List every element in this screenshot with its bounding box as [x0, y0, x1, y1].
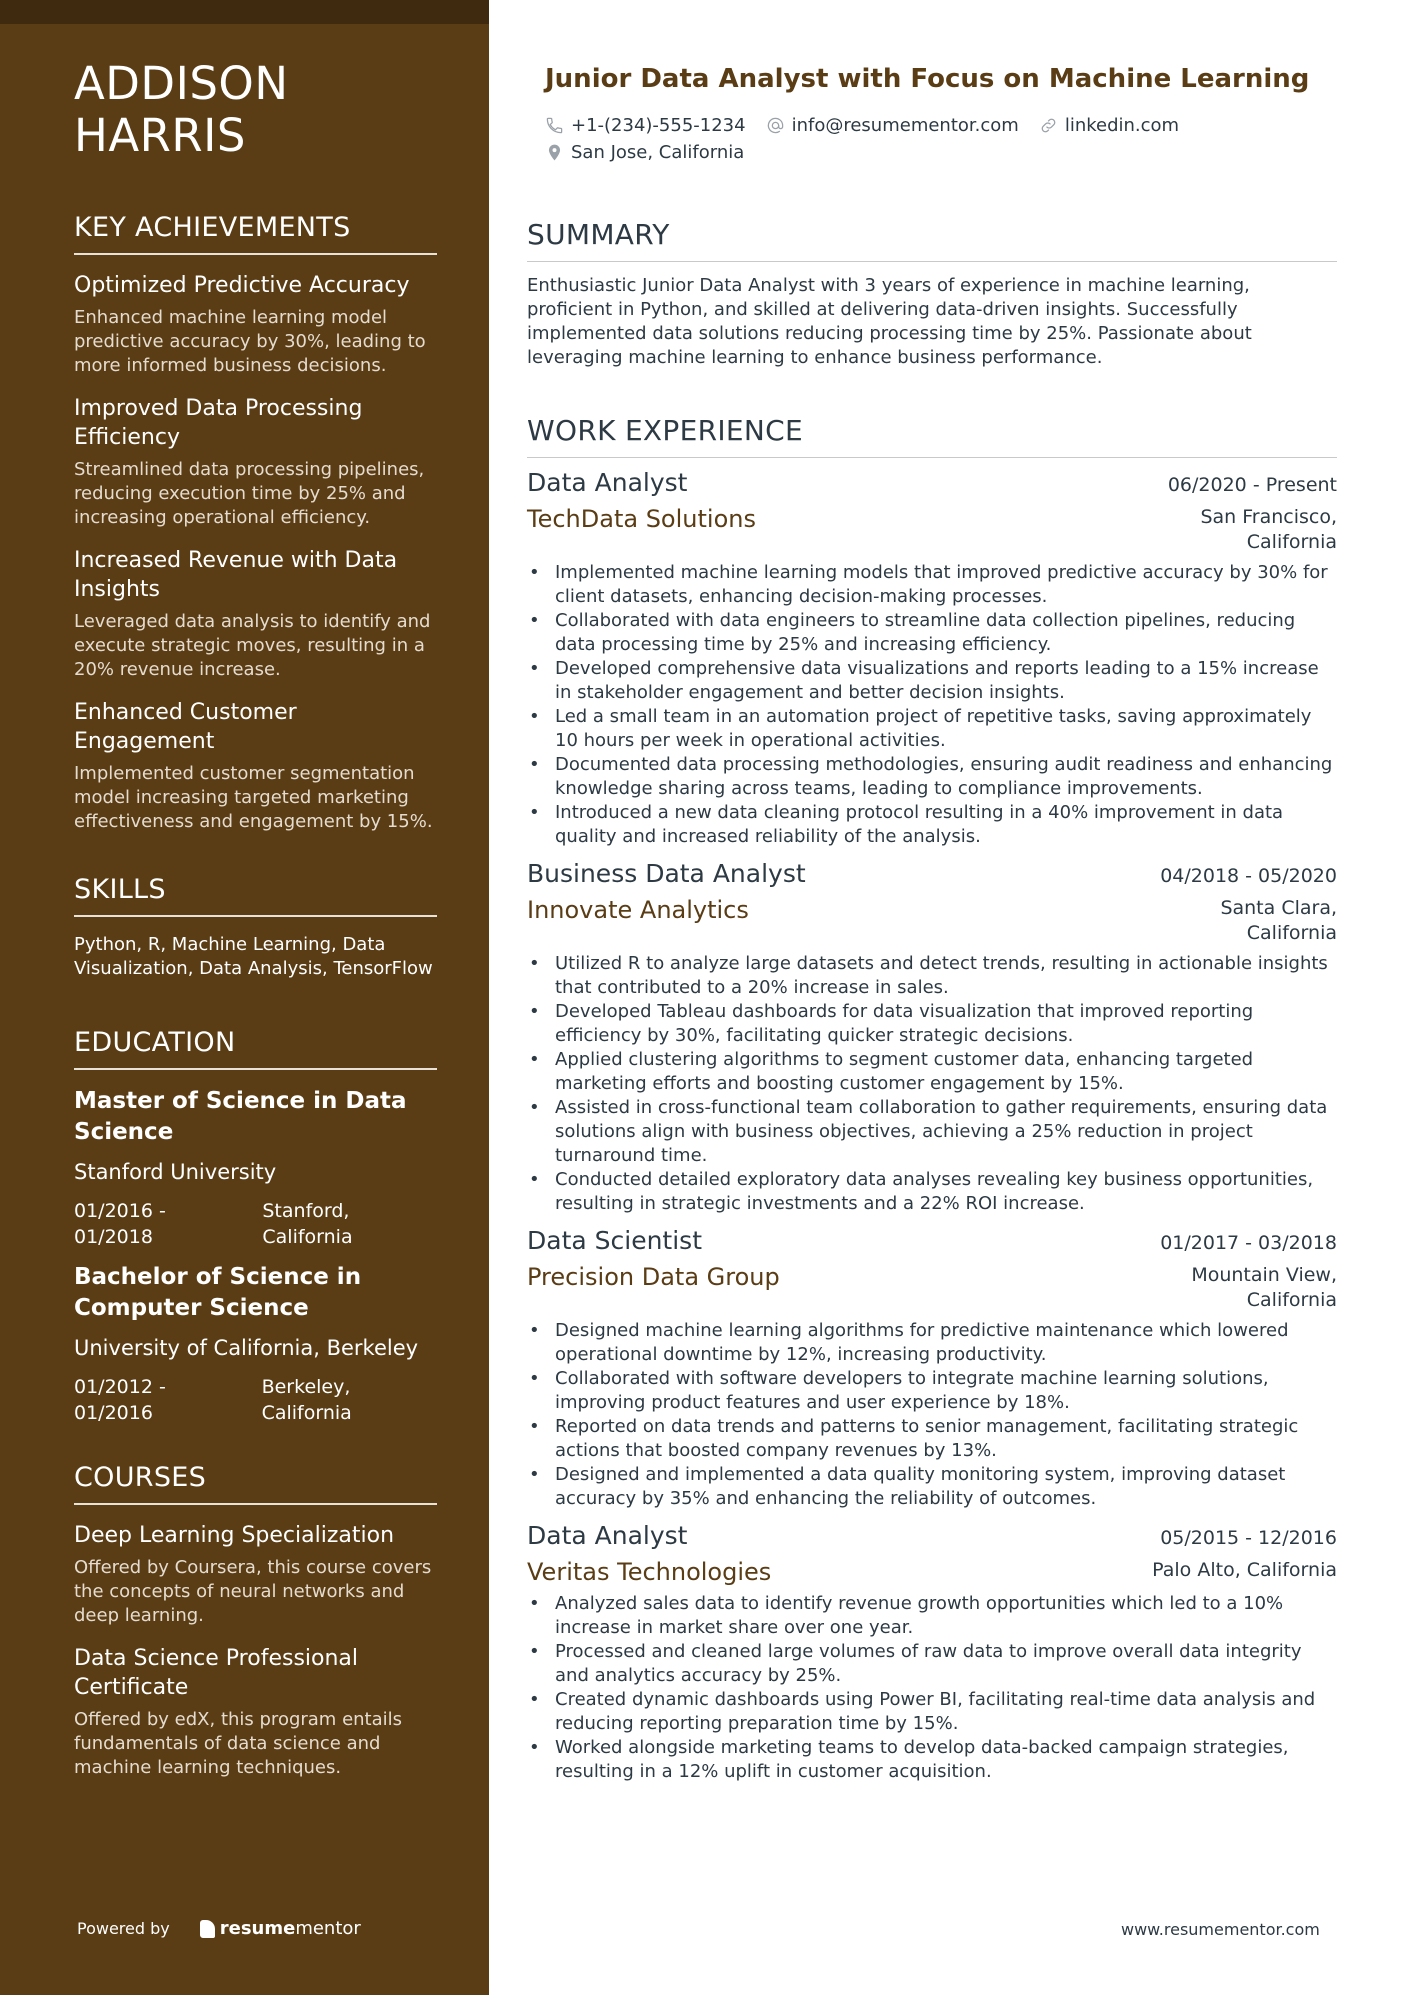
- course-title: Deep Learning Specialization: [74, 1523, 395, 1548]
- course-title: Data Science Professional Certificate: [74, 1646, 359, 1700]
- location-pin-icon: [545, 143, 564, 162]
- achievement-desc: Enhanced machine learning model predictive accuracy by 30%, leading to more informed business decisions.: [74, 307, 426, 376]
- candidate-name: [74, 58, 437, 162]
- job-bullet: • Applied clustering algorithms to segment customer data, enhancing targeted marketing efforts and boosting customer engagement by 15%.: [527, 1048, 1337, 1096]
- brand-mark-icon: [200, 1920, 215, 1938]
- job-bullets: [527, 561, 1337, 849]
- achievement-item: [74, 271, 437, 378]
- education-dates: 01/2012 - 01/2016: [74, 1376, 166, 1424]
- brand-text: mentor: [295, 1918, 361, 1939]
- linkedin-text: linkedin.com: [1064, 115, 1180, 136]
- job-bullets: [527, 1592, 1337, 1784]
- job-bullet: • Collaborated with data engineers to streamline data collection pipelines, reducing data processing time by 25% and increasing efficiency.: [527, 609, 1337, 657]
- contact-row: [545, 112, 1325, 139]
- job-dates: 05/2015 - 12/2016: [1160, 1527, 1337, 1549]
- job-subheader: [527, 896, 1337, 946]
- education-item: [74, 1086, 437, 1250]
- at-icon: [766, 116, 785, 135]
- achievement-desc: Leveraged data analysis to identify and execute strategic moves, resulting in a 20% revenue increase.: [74, 611, 431, 680]
- phone-icon: [545, 116, 564, 135]
- achievement-title: Optimized Predictive Accuracy: [74, 273, 410, 298]
- achievement-item: [74, 546, 437, 682]
- company-name: TechData Solutions: [527, 505, 756, 533]
- contact-phone[interactable]: [545, 115, 746, 136]
- resume-headline: Junior Data Analyst with Focus on Machine Learning: [545, 64, 1310, 94]
- achievements-list: [74, 271, 437, 834]
- job-bullet: • Designed machine learning algorithms for predictive maintenance which lowered operational downtime by 12%, increasing productivity.: [527, 1319, 1337, 1367]
- job-bullet: • Developed comprehensive data visualizations and reports leading to a 15% increase in stakeholder engagement and better decision insights.: [527, 657, 1337, 705]
- job-title: Data Scientist: [527, 1226, 702, 1255]
- job-location-line2: California: [1246, 1289, 1337, 1311]
- job-header: [527, 859, 1337, 888]
- brand-logo[interactable]: [200, 1918, 361, 1939]
- job-header: [527, 1521, 1337, 1550]
- company-name: Precision Data Group: [527, 1263, 780, 1291]
- job-bullet: • Processed and cleaned large volumes of raw data to improve overall data integrity and analytics accuracy by 25%.: [527, 1640, 1337, 1688]
- achievement-title: Increased Revenue with Data Insights: [74, 548, 398, 602]
- last-name: HARRIS: [74, 109, 246, 162]
- education-meta: [74, 1198, 437, 1250]
- job-bullet: • Designed and implemented a data quality monitoring system, improving dataset accuracy by 35% and enhancing the reliability of outcomes.: [527, 1463, 1337, 1511]
- email-text: info@resumementor.com: [791, 115, 1019, 136]
- job-location-line2: California: [1246, 531, 1337, 553]
- job-location-line1: Palo Alto, California: [1152, 1559, 1337, 1581]
- job-bullets: [527, 952, 1337, 1216]
- job-bullet: • Documented data processing methodologies, ensuring audit readiness and enhancing knowledge sharing across teams, leading to compliance improvements.: [527, 753, 1337, 801]
- education-dates: 01/2016 - 01/2018: [74, 1200, 166, 1248]
- job-location: [1117, 1558, 1337, 1583]
- contact-location: [545, 142, 744, 163]
- course-item: [74, 1521, 437, 1628]
- job-location-line1: San Francisco,: [1200, 506, 1337, 528]
- company-name: Veritas Technologies: [527, 1558, 772, 1586]
- course-desc: Offered by Coursera, this course covers the concepts of neural networks and deep learning.: [74, 1557, 432, 1626]
- summary-section: [527, 218, 1337, 370]
- education-meta: [74, 1374, 437, 1426]
- job-title: Business Data Analyst: [527, 859, 806, 888]
- summary-heading: SUMMARY: [527, 218, 1337, 262]
- education-item: [74, 1262, 437, 1426]
- job-subheader: [527, 1558, 1337, 1586]
- job-bullet: • Assisted in cross-functional team collaboration to gather requirements, ensuring data solutions align with business objectives, achieving a 25% reduction in project turnaround time.: [527, 1096, 1337, 1168]
- sidebar: [0, 0, 489, 1995]
- experience-section: [527, 414, 1337, 1784]
- courses-heading: COURSES: [74, 1462, 437, 1505]
- sidebar-top-bar: [0, 0, 489, 24]
- achievements-heading: KEY ACHIEVEMENTS: [74, 212, 437, 255]
- location-text: San Jose, California: [571, 142, 745, 163]
- skills-heading: SKILLS: [74, 874, 437, 917]
- job-location-line1: Mountain View,: [1191, 1264, 1337, 1286]
- education-heading: EDUCATION: [74, 1027, 437, 1070]
- education-school: Stanford University: [74, 1160, 277, 1184]
- job-title: Data Analyst: [527, 468, 688, 497]
- course-desc: Offered by edX, this program entails fundamentals of data science and machine learning techniques.: [74, 1709, 403, 1778]
- job-header: [527, 1226, 1337, 1255]
- company-name: Innovate Analytics: [527, 896, 749, 924]
- phone-text: +1-(234)-555-1234: [571, 115, 746, 136]
- achievement-title: Enhanced Customer Engagement: [74, 700, 297, 754]
- first-name: ADDISON: [74, 57, 289, 110]
- summary-text: Enthusiastic Junior Data Analyst with 3 years of experience in machine learning, proficient in Python, and skilled at delivering data-driven insights. Successfully implemented data solutions reducing processing time by 25%. Passionate about leveraging machine learning to enhance business performance.: [527, 275, 1252, 368]
- job-subheader: [527, 1263, 1337, 1313]
- job-dates: 04/2018 - 05/2020: [1160, 865, 1337, 887]
- achievement-item: [74, 698, 437, 834]
- education-location: Stanford, California: [262, 1200, 353, 1248]
- footer-website-link[interactable]: www.resumementor.com: [1121, 1920, 1320, 1939]
- job-location-line1: Santa Clara,: [1220, 897, 1337, 919]
- job-entry: [527, 468, 1337, 849]
- skills-list: Python, R, Machine Learning, Data Visualization, Data Analysis, TensorFlow: [74, 934, 433, 979]
- job-bullet: • Worked alongside marketing teams to develop data-backed campaign strategies, resulting in a 12% uplift in customer acquisition.: [527, 1736, 1337, 1784]
- education-school: University of California, Berkeley: [74, 1336, 419, 1360]
- job-bullet: • Created dynamic dashboards using Power BI, facilitating real-time data analysis and reducing reporting preparation time by 15%.: [527, 1688, 1337, 1736]
- course-item: [74, 1644, 437, 1780]
- education-degree: Bachelor of Science in Computer Science: [74, 1264, 362, 1321]
- achievement-title: Improved Data Processing Efficiency: [74, 396, 363, 450]
- job-bullet: • Led a small team in an automation project of repetitive tasks, saving approximately 10 hours per week in operational activities.: [527, 705, 1337, 753]
- job-bullet: • Implemented machine learning models that improved predictive accuracy by 30% for client datasets, enhancing decision-making processes.: [527, 561, 1337, 609]
- experience-heading: WORK EXPERIENCE: [527, 414, 1337, 458]
- job-location: [1187, 505, 1337, 555]
- education-degree: Master of Science in Data Science: [74, 1088, 407, 1145]
- job-bullets: [527, 1319, 1337, 1511]
- achievement-desc: Implemented customer segmentation model increasing targeted marketing effectiveness and engagement by 15%.: [74, 763, 433, 832]
- job-entry: [527, 859, 1337, 1216]
- job-bullet: • Developed Tableau dashboards for data visualization that improved reporting efficiency by 30%, facilitating quicker strategic decisions.: [527, 1000, 1337, 1048]
- job-bullet: • Analyzed sales data to identify revenue growth opportunities which led to a 10% increase in market share over one year.: [527, 1592, 1337, 1640]
- job-bullet: • Utilized R to analyze large datasets and detect trends, resulting in actionable insights that contributed to a 20% increase in sales.: [527, 952, 1337, 1000]
- education-location: Berkeley, California: [261, 1376, 352, 1424]
- sidebar-content: [74, 58, 437, 1796]
- job-dates: 01/2017 - 03/2018: [1160, 1232, 1337, 1254]
- job-location: [1187, 896, 1337, 946]
- job-bullet: • Reported on data trends and patterns to senior management, facilitating strategic actions that boosted company revenues by 13%.: [527, 1415, 1337, 1463]
- job-entry: [527, 1226, 1337, 1511]
- achievement-item: [74, 394, 437, 530]
- powered-by: [77, 1918, 361, 1939]
- job-location-line2: California: [1246, 922, 1337, 944]
- contact-row: [545, 139, 1325, 166]
- job-subheader: [527, 505, 1337, 555]
- job-entry: [527, 1521, 1337, 1784]
- job-header: [527, 468, 1337, 497]
- job-title: Data Analyst: [527, 1521, 688, 1550]
- brand-text-bold: resume: [219, 1918, 296, 1939]
- achievement-desc: Streamlined data processing pipelines, reducing execution time by 25% and increasing operational efficiency.: [74, 459, 425, 528]
- job-location: [1187, 1263, 1337, 1313]
- contact-linkedin[interactable]: [1039, 115, 1179, 136]
- link-icon: [1039, 116, 1058, 135]
- contact-email[interactable]: [766, 115, 1019, 136]
- powered-by-label: Powered by: [77, 1919, 170, 1938]
- job-bullet: • Introduced a new data cleaning protocol resulting in a 40% improvement in data quality and increased reliability of the analysis.: [527, 801, 1337, 849]
- job-bullet: • Collaborated with software developers to integrate machine learning solutions, improving product features and user experience by 18%.: [527, 1367, 1337, 1415]
- job-dates: 06/2020 - Present: [1167, 474, 1337, 496]
- contact-info: [545, 112, 1325, 166]
- job-bullet: • Conducted detailed exploratory data analyses revealing key business opportunities, resulting in strategic investments and a 22% ROI increase.: [527, 1168, 1337, 1216]
